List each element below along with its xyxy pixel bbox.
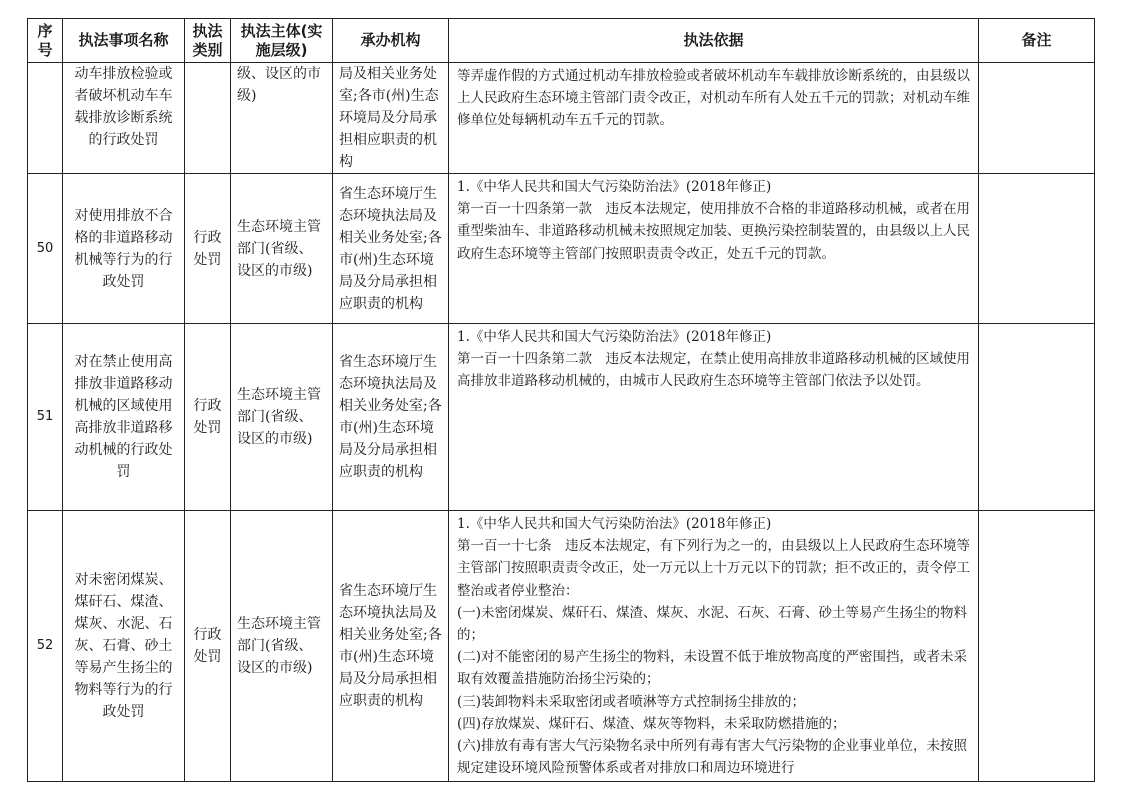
table-body [28, 63, 1095, 782]
table-row [28, 174, 1095, 324]
basis-paragraph: 第一百一十四条第一款 违反本法规定，使用排放不合格的非道路移动机械，或者在用重型柴油车、非道路移动机械未按照规定加装、更换污染控制装置的，由县级以上人民政府生态环境等主管部门按照职责责令改正，处五千元的罚款。 [457, 201, 970, 262]
row-subject: 生态环境主管部门(省级、设区的市级) [231, 174, 333, 324]
header-org: 承办机构 [333, 19, 449, 63]
basis-paragraph: (一)未密闭煤炭、煤矸石、煤渣、煤灰、水泥、石灰、石膏、砂土等易产生扬尘的物料的； [457, 604, 968, 644]
header-basis: 执法依据 [449, 19, 979, 63]
row-seq: 50 [28, 174, 63, 324]
enforcement-table [27, 18, 1095, 782]
row-category: 行政处罚 [185, 174, 231, 324]
row-basis [449, 174, 979, 324]
basis-paragraph: 等弄虚作假的方式通过机动车排放检验或者破坏机动车车载排放诊断系统的，由县级以上人民政府生态环境主管部门责令改正，对机动车所有人处五千元的罚款；对机动车维修单位处每辆机动车五千元的罚款。 [457, 68, 970, 129]
table-row [28, 324, 1095, 511]
header-seq: 序号 [28, 19, 63, 63]
basis-paragraph: 第一百一十七条 违反本法规定，有下列行为之一的，由县级以上人民政府生态环境等主管部门按照职责责令改正，处一万元以上十万元以下的罚款；拒不改正的，责令停工整治或者停业整治： [457, 538, 970, 599]
basis-paragraph: (六)排放有毒有害大气污染物名录中所列有毒有害大气污染物的企业事业单位，未按照规定建设环境风险预警体系或者对排放口和周边环境进行 [457, 738, 968, 777]
header-subject: 执法主体(实施层级) [231, 19, 333, 63]
row-note [979, 324, 1095, 511]
row-basis [449, 511, 979, 782]
basis-paragraph: 第一百一十四条第二款 违反本法规定，在禁止使用高排放非道路移动机械的区域使用高排放非道路移动机械的，由城市人民政府生态环境等主管部门依法予以处罚。 [457, 351, 970, 390]
header-row [28, 19, 1095, 63]
row-subject: 生态环境主管部门(省级、设区的市级) [231, 511, 333, 782]
row-subject: 生态环境主管部门(省级、设区的市级) [231, 324, 333, 511]
row-basis [449, 324, 979, 511]
row-seq: 51 [28, 324, 63, 511]
header-category: 执法类别 [185, 19, 231, 63]
row-org: 省生态环境厅生态环境执法局及相关业务处室;各市(州)生态环境局及分局承担相应职责的机构 [333, 174, 449, 324]
basis-paragraph: 1.《中华人民共和国大气污染防治法》(2018年修正) [457, 179, 772, 195]
row-org: 局及相关业务处室;各市(州)生态环境局及分局承担相应职责的机构 [333, 63, 449, 174]
row-note [979, 511, 1095, 782]
row-note [979, 174, 1095, 324]
row-org: 省生态环境厅生态环境执法局及相关业务处室;各市(州)生态环境局及分局承担相应职责的机构 [333, 324, 449, 511]
row-basis [449, 63, 979, 174]
table-row [28, 63, 1095, 174]
row-seq: 52 [28, 511, 63, 782]
row-name: 动车排放检验或者破坏机动车车载排放诊断系统的行政处罚 [63, 63, 185, 174]
row-name: 对在禁止使用高排放非道路移动机械的区域使用高排放非道路移动机械的行政处罚 [63, 324, 185, 511]
row-category: 行政处罚 [185, 324, 231, 511]
basis-paragraph: 1.《中华人民共和国大气污染防治法》(2018年修正) [457, 329, 772, 345]
basis-paragraph: (二)对不能密闭的易产生扬尘的物料，未设置不低于堆放物高度的严密围挡，或者未采取有效覆盖措施防治扬尘污染的； [457, 649, 968, 688]
header-name: 执法事项名称 [63, 19, 185, 63]
row-category: 行政处罚 [185, 511, 231, 782]
basis-paragraph: (三)装卸物料未采取密闭或者喷淋等方式控制扬尘排放的； [457, 693, 806, 710]
basis-paragraph: 1.《中华人民共和国大气污染防治法》(2018年修正) [457, 516, 772, 532]
row-org: 省生态环境厅生态环境执法局及相关业务处室;各市(州)生态环境局及分局承担相应职责的机构 [333, 511, 449, 782]
row-name: 对未密闭煤炭、煤矸石、煤渣、煤灰、水泥、石灰、石膏、砂土等易产生扬尘的物料等行为的行政处罚 [63, 511, 185, 782]
row-subject: 级、设区的市级) [231, 63, 333, 174]
table-row [28, 511, 1095, 782]
row-category [185, 63, 231, 174]
header-note: 备注 [979, 19, 1095, 63]
row-note [979, 63, 1095, 174]
row-seq [28, 63, 63, 174]
row-name: 对使用排放不合格的非道路移动机械等行为的行政处罚 [63, 174, 185, 324]
basis-paragraph: (四)存放煤炭、煤矸石、煤渣、煤灰等物料，未采取防燃措施的； [457, 715, 846, 732]
